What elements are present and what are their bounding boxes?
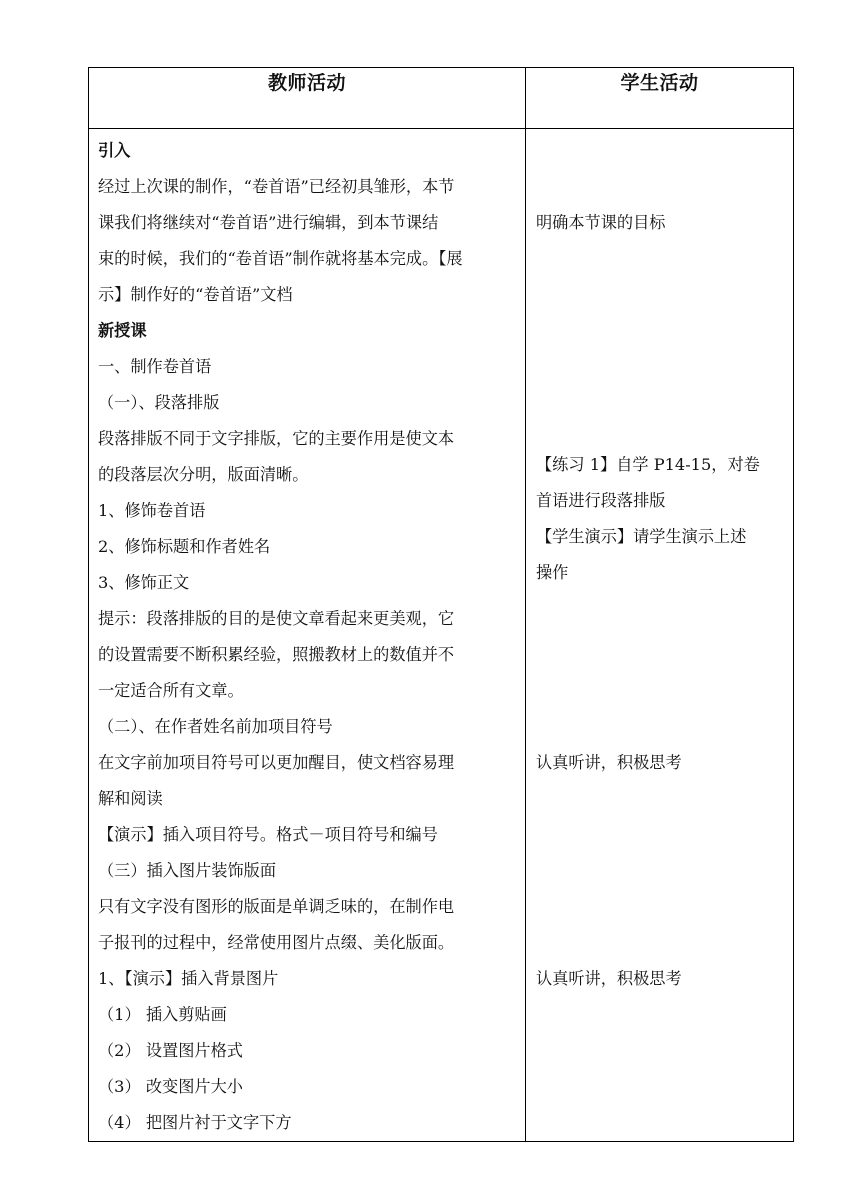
text-line: （1） 插入剪贴画	[98, 1005, 227, 1024]
lesson-plan-table	[88, 67, 794, 1142]
table-body-row	[89, 129, 794, 1142]
text-line: 2、修饰标题和作者姓名	[98, 537, 271, 556]
text-line: 一定适合所有文章。	[98, 681, 244, 700]
student-activity-cell	[526, 129, 794, 1142]
text-line: （2） 设置图片格式	[98, 1041, 243, 1060]
text-line: 只有文字没有图形的版面是单调乏味的，在制作电	[98, 897, 455, 916]
text-line: 【演示】插入项目符号。格式－项目符号和编号	[98, 825, 438, 844]
text-line: 一、制作卷首语	[98, 357, 212, 376]
text-line: 解和阅读	[98, 789, 163, 808]
text-line: 首语进行段落排版	[536, 491, 666, 510]
text-line: 1、修饰卷首语	[98, 501, 206, 520]
text-line: 引入	[98, 141, 131, 160]
student-block-listen-1	[536, 745, 785, 781]
text-line: 操作	[536, 563, 569, 582]
student-activity-header: 学生活动	[526, 68, 794, 129]
student-block-goal	[536, 205, 785, 241]
text-line: 在文字前加项目符号可以更加醒目，使文档容易理	[98, 753, 455, 772]
text-line: （一）、段落排版	[98, 393, 220, 412]
text-line: 的设置需要不断积累经验，照搬教材上的数值并不	[98, 645, 455, 664]
text-line: 【学生演示】请学生演示上述	[536, 527, 747, 546]
table-header-row	[89, 68, 794, 129]
text-line: 提示：段落排版的目的是使文章看起来更美观，它	[98, 609, 455, 628]
text-line: 经过上次课的制作，“卷首语”已经初具雏形，本节	[98, 177, 455, 196]
text-line: 课我们将继续对“卷首语”进行编辑，到本节课结	[98, 213, 439, 232]
text-line: 认真听讲，积极思考	[536, 753, 682, 772]
text-line: 子报刊的过程中，经常使用图片点缀、美化版面。	[98, 933, 455, 952]
text-line: 认真听讲，积极思考	[536, 969, 682, 988]
text-line: 1、【演示】插入背景图片	[98, 969, 279, 988]
text-line: 段落排版不同于文字排版，它的主要作用是使文本	[98, 429, 455, 448]
teacher-activity-cell	[89, 129, 526, 1142]
text-line: 新授课	[98, 321, 147, 340]
teacher-activity-header: 教师活动	[89, 68, 526, 129]
teacher-activity-text	[89, 129, 525, 1141]
text-line: 的段落层次分明，版面清晰。	[98, 465, 309, 484]
text-line: 束的时候，我们的“卷首语”制作就将基本完成。【展	[98, 249, 463, 268]
text-line: 示】制作好的“卷首语”文档	[98, 285, 293, 304]
text-line: 明确本节课的目标	[536, 213, 666, 232]
text-line: 3、修饰正文	[98, 573, 190, 592]
text-line: （二）、在作者姓名前加项目符号	[98, 717, 333, 736]
student-block-listen-2	[536, 961, 785, 997]
text-line: （3） 改变图片大小	[98, 1077, 243, 1096]
student-activity-text	[526, 129, 793, 1125]
text-line: （4） 把图片衬于文字下方	[98, 1113, 292, 1132]
text-line: 【练习 1】自学 P14-15，对卷	[536, 455, 760, 474]
student-block-practice	[536, 447, 785, 591]
text-line: （三）插入图片装饰版面	[98, 861, 277, 880]
